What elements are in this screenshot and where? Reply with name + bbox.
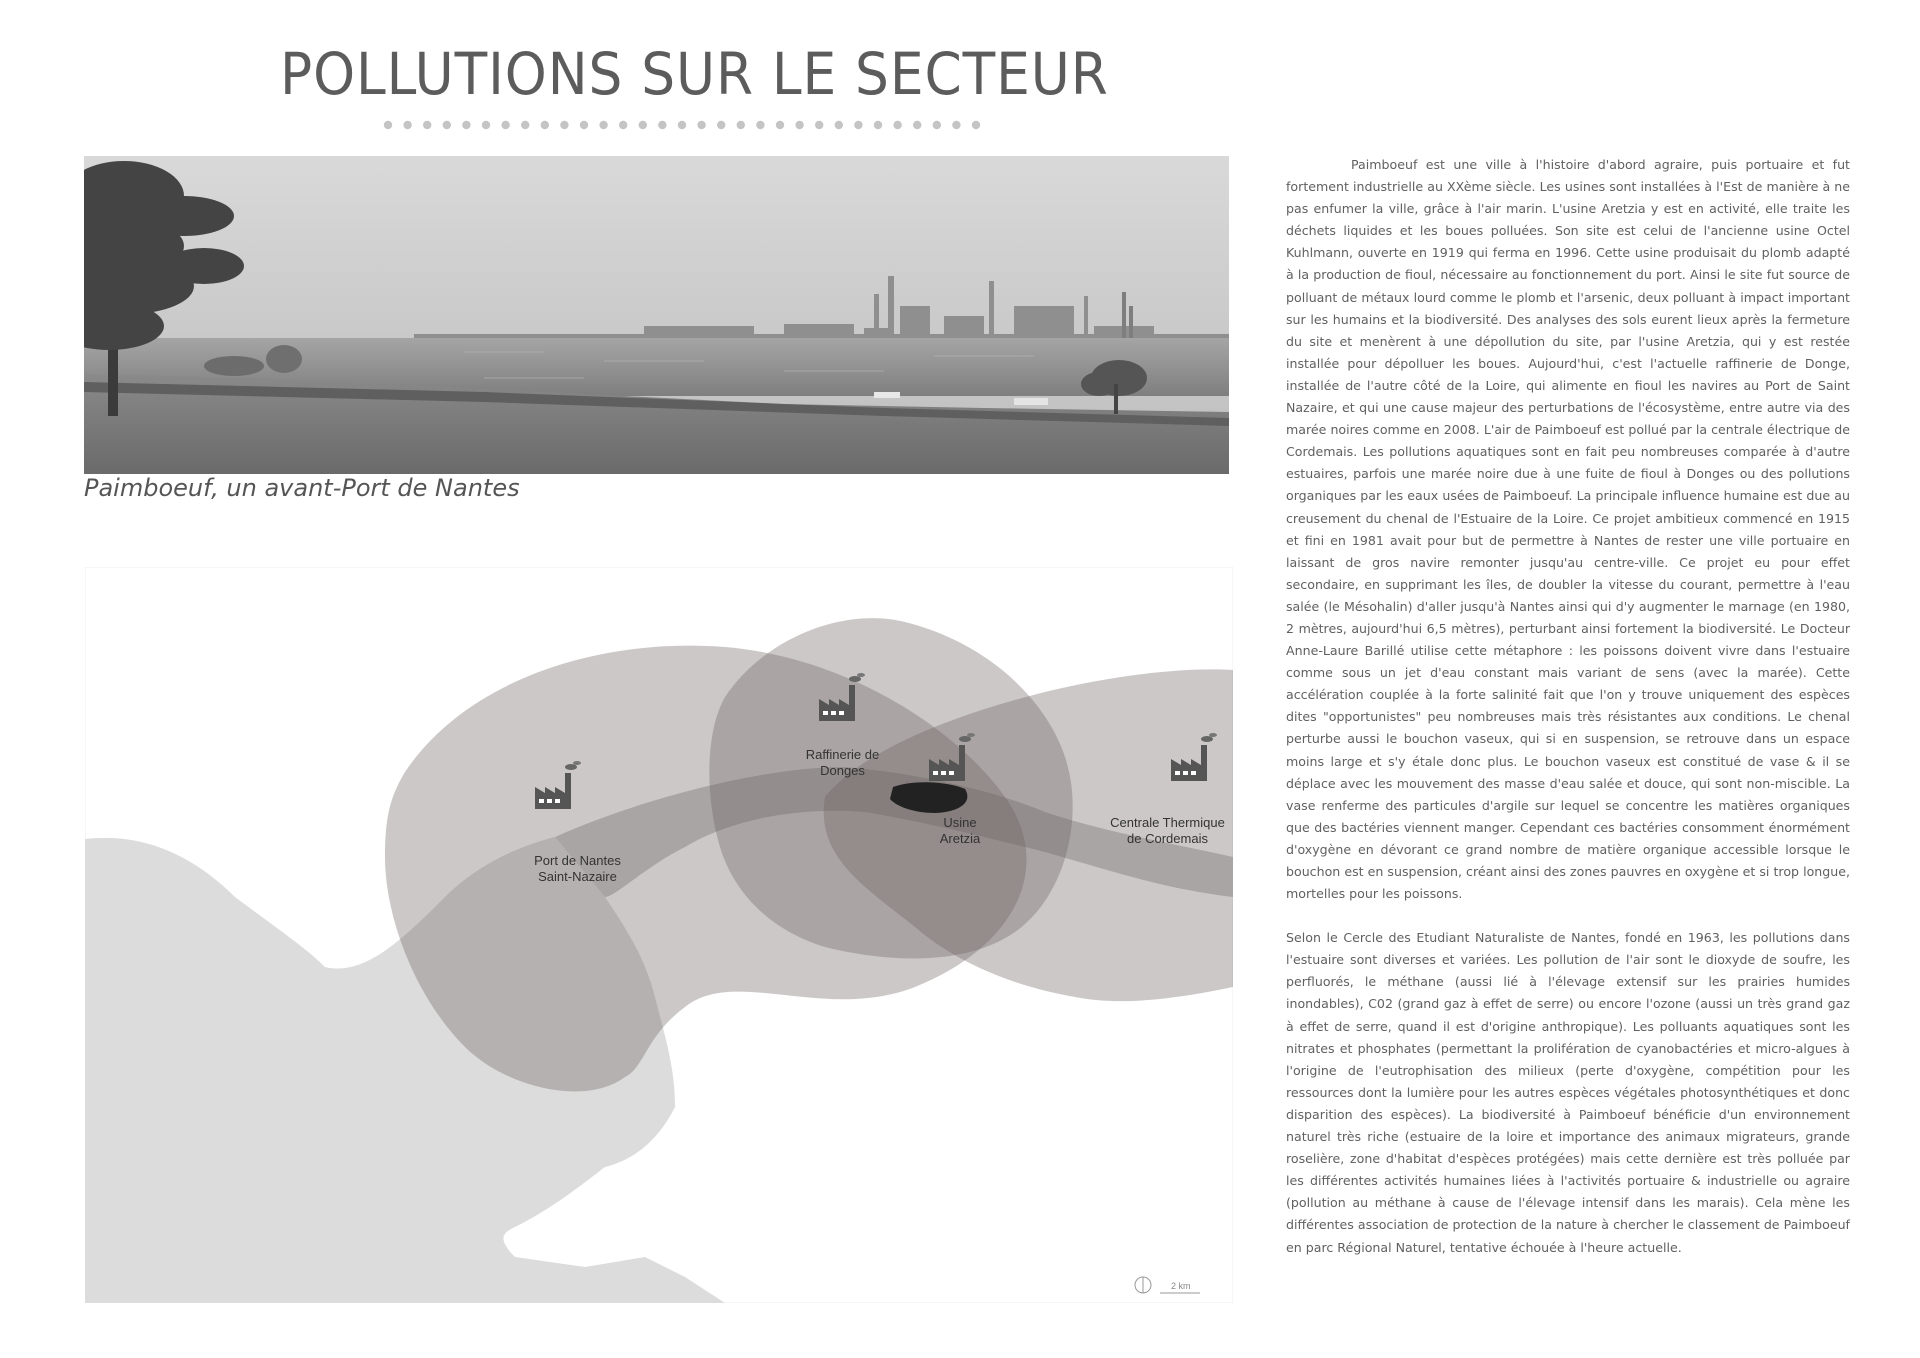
divider-dot — [423, 121, 431, 129]
divider-dot — [756, 121, 764, 129]
divider-dot — [933, 121, 941, 129]
divider-dot — [443, 121, 451, 129]
map-canvas — [85, 567, 1233, 1303]
divider-dot — [560, 121, 568, 129]
divider-dot — [776, 121, 784, 129]
divider-dot — [384, 121, 392, 129]
divider-dot — [462, 121, 470, 129]
scale-label: 2 km — [1171, 1281, 1191, 1291]
divider-dot — [482, 121, 490, 129]
label-centrale: Centrale Thermique de Cordemais — [1110, 815, 1225, 846]
divider-dot — [658, 121, 666, 129]
divider-dot — [619, 121, 627, 129]
divider-dot — [952, 121, 960, 129]
label-raffinerie: Raffinerie de Donges — [805, 747, 880, 778]
divider-dot — [521, 121, 529, 129]
divider-dot — [737, 121, 745, 129]
divider-dot — [697, 121, 705, 129]
divider-dot — [815, 121, 823, 129]
divider-dot — [874, 121, 882, 129]
divider-dot — [972, 121, 980, 129]
article-text — [1286, 154, 1850, 1259]
paragraph-2: Selon le Cercle des Etudiant Naturaliste de Nantes, fondé en 1963, les pollutions dans l'estuaire sont diverses et variées. Les pollution de l'air sont le dioxyde de soufre, les perfluorés, le méthane (aussi lié à l'élevage extensif sur les prairies humides inondables), C02 (grand gaz à effet de serre) ou encore l'ozone (aussi un très grand gaz à effet de serre, quand il est d'origine anthropique). Les polluants aquatiques sont les nitrates et phosphates (permettant la prolifération de cyanobactéries et micro-algues à l'origine de l'eutrophisation des milieux (perte d'oxygène, compétition pour les ressources dont la lumière pour les autres espèces végétales photosynthétiques et donc disparition des espèces). La biodiversité à Paimboeuf bénéficie d'un environnement naturel très riche (estuaire de la loire et importance des animaux migrateurs, grande roselière, zone d'habitat d'espèces protégées) mais cette dernière est très polluée par les différentes activités humaines liées à l'activités portuaire & industrielle ou agraire (pollution au méthane à cause de l'élevage intensif dans les marais). Cela mène les différentes association de protection de la nature à chercher le classement de Paimboeuf en parc Régional Naturel, tentative échouée à l'heure actuelle. — [1286, 930, 1850, 1255]
divider-dot — [639, 121, 647, 129]
divider-dot — [599, 121, 607, 129]
label-usine: Usine Aretzia — [939, 815, 981, 846]
divider-dot — [835, 121, 843, 129]
pollution-map — [85, 567, 1233, 1303]
paimboeuf-photo — [84, 156, 1229, 474]
dotted-divider — [382, 119, 982, 131]
divider-dot — [678, 121, 686, 129]
divider-dot — [580, 121, 588, 129]
divider-dot — [541, 121, 549, 129]
page-title: POLLUTIONS SUR LE SECTEUR — [280, 40, 1109, 108]
paragraph-1: Paimboeuf est une ville à l'histoire d'abord agraire, puis portuaire et fut fortement industrielle au XXème siècle. Les usines sont installées à l'Est de manière à ne pas enfumer la ville, grâce à l'air marin. L'usine Aretzia y est en activité, elle traite les déchets liquides et les boues polluées. Son site est celui de l'ancienne usine Octel Kuhlmann, ouverte en 1919 qui ferma en 1996. Cette usine produisait du plomb adapté à la production de fioul, nécessaire au fonctionnement du port. Ainsi le site fut source de polluant de métaux lourd comme le plomb et l'arsenic, deux polluant à impact important sur les humains et la biodiversité. Des analyses des sols eurent lieux après la fermeture du site et menèrent à une dépollution du site, par l'usine Aretzia, qui y est restée installée pour dépolluer les boues. Aujourd'hui, c'est l'actuelle raffinerie de Donge, installée de l'autre côté de la Loire, qui alimente en fioul les navires au Port de Saint Nazaire, et qui une cause majeur des perturbations de l'écosystème, entre autre via des marée noires comme en 2008. L'air de Paimboeuf est pollué par la centrale électrique de Cordemais. Les pollutions aquatiques sont en fait peu nombreuses comparée à d'autre estuaires, parfois une marée noire due à une fuite de fioul à Donges ou des pollutions organiques par les eaux usées de Paimboeuf. La principale influence humaine est due au creusement du chenal de l'Estuaire de la Loire. Ce projet ambitieux commencé en 1915 et fini en 1981 avait pour but de permettre à Nantes de rester une ville portuaire en laissant de gros navire remonter jusqu'au centre-ville. Ce projet eu pour effet secondaire, en supprimant les îles, de doubler la vitesse du courant, permettre à l'eau salée (le Mésohalin) d'aller jusqu'à Nantes ainsi qui d'y augmenter le marnage (en 1980, 2 mètres, aujourd'hui 6,5 mètres), perturbant ainsi fortement la biodiversité. Le Docteur Anne-Laure Barillé utilise cette métaphore : les poissons doivent vivre dans l'estuaire comme sous un jet d'eau constant mais variant de sens (avec la marée). Cette accélération couplée à la forte salinité fait que l'on y trouve uniquement des espèces dites "opportunistes" peu nombreuses mais très résistantes aux conditions. Le chenal perturbe aussi le bouchon vaseux, qui si en suspension, se retrouve dans un espace moins large et s'y étale donc plus. Le bouchon vaseux est constitué de vase & il se déplace avec les mouvement des masse d'eau salée et douce, qui sont non-miscible. La vase renferme des particules d'argile sur lequel se concentre les matières organiques que des bactéries viennent manger. Cependant ces bactéries consomment énormément d'oxygène en dévorant ce grand nombre de matière organique accessible lorsque le bouchon est en suspension, créant ainsi des zones pauvres en oxygène et si trop longue, mortelles pour les poissons. — [1286, 157, 1850, 902]
divider-dot — [893, 121, 901, 129]
divider-dot — [501, 121, 509, 129]
divider-dot — [854, 121, 862, 129]
label-port: Port de Nantes Saint-Nazaire — [534, 853, 621, 884]
photo-caption: Paimboeuf, un avant-Port de Nantes — [84, 474, 520, 502]
divider-dot — [795, 121, 803, 129]
divider-dot — [717, 121, 725, 129]
divider-dot — [913, 121, 921, 129]
divider-dot — [403, 121, 411, 129]
